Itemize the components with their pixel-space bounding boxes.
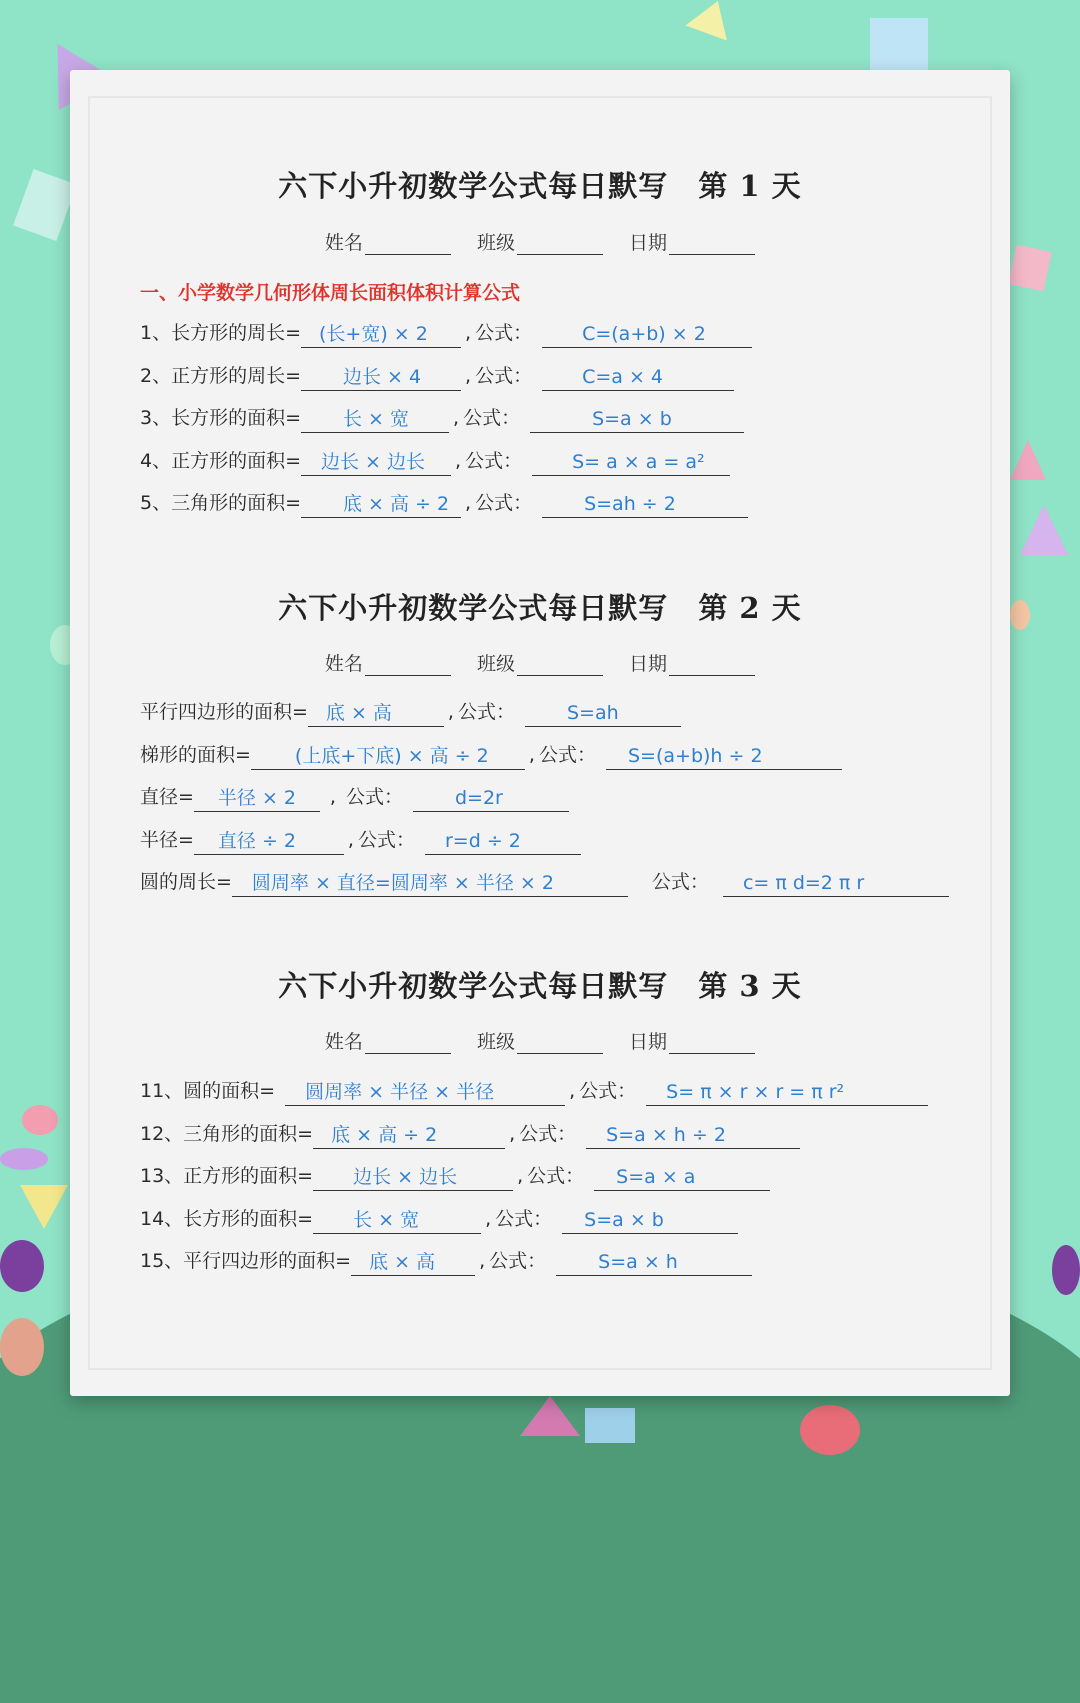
answer-blank[interactable]: 长 × 宽 [301, 405, 449, 433]
formula-row: 12、三角形的面积= 底 × 高 ÷ 2 , 公式： S=a × h ÷ 2 [140, 1119, 800, 1149]
formula-row: 半径= 直径 ÷ 2 , 公式： r=d ÷ 2 [140, 825, 581, 855]
date-field[interactable]: 日期 [629, 228, 755, 255]
worksheet-paper [70, 70, 1010, 1396]
date-field[interactable]: 日期 [629, 1027, 755, 1054]
formula-row: 4、正方形的面积= 边长 × 边长 , 公式： S= a × a = a² [140, 446, 730, 476]
decor-square-white [13, 169, 77, 241]
day2-info-row [70, 649, 1010, 676]
formula-row: 5、三角形的面积= 底 × 高 ÷ 2 , 公式： S=ah ÷ 2 [140, 488, 748, 518]
formula-blank[interactable]: C=(a+b) × 2 [542, 320, 752, 348]
answer-blank[interactable]: 边长 × 4 [301, 363, 461, 391]
decor-triangle-yellow-low [20, 1185, 68, 1229]
answer-blank[interactable]: (上底+下底) × 高 ÷ 2 [251, 742, 525, 770]
decor-circle-violet [0, 1240, 44, 1292]
day1-day-label: 第 1 天 [698, 169, 802, 203]
answer-blank[interactable]: 边长 × 边长 [313, 1163, 513, 1191]
name-field[interactable]: 姓名 [325, 228, 451, 255]
name-field[interactable]: 姓名 [325, 649, 451, 676]
formula-blank[interactable]: d=2r [413, 784, 569, 812]
decor-circle-violet-right [1052, 1245, 1080, 1295]
answer-blank[interactable]: 底 × 高 [351, 1248, 475, 1276]
decor-circle-pink [22, 1105, 58, 1135]
answer-blank[interactable]: 半径 × 2 [194, 784, 320, 812]
day2-title [70, 586, 1010, 627]
formula-row: 圆的周长= 圆周率 × 直径=圆周率 × 半径 × 2 公式： c= π d=2 π r [140, 867, 949, 897]
formula-blank[interactable]: r=d ÷ 2 [425, 827, 581, 855]
formula-blank[interactable]: S= π × r × r = π r² [646, 1078, 928, 1106]
formula-blank[interactable]: S=a × h [556, 1248, 752, 1276]
answer-blank[interactable]: 边长 × 边长 [301, 448, 451, 476]
day3-title-text: 六下小升初数学公式每日默写 [278, 969, 669, 1003]
formula-blank[interactable]: C=a × 4 [542, 363, 734, 391]
answer-blank[interactable]: 圆周率 × 直径=圆周率 × 半径 × 2 [232, 869, 628, 897]
formula-row: 13、正方形的面积= 边长 × 边长 , 公式： S=a × a [140, 1161, 770, 1191]
formula-row: 2、正方形的周长= 边长 × 4 , 公式： C=a × 4 [140, 361, 734, 391]
day1-info-row [70, 228, 1010, 255]
day1-title [70, 164, 1010, 205]
answer-blank[interactable]: 直径 ÷ 2 [194, 827, 344, 855]
formula-row: 3、长方形的面积= 长 × 宽 , 公式： S=a × b [140, 403, 744, 433]
answer-blank[interactable]: 底 × 高 ÷ 2 [301, 490, 461, 518]
answer-blank[interactable]: 底 × 高 [308, 699, 444, 727]
formula-blank[interactable]: S=ah [525, 699, 681, 727]
answer-blank[interactable]: 底 × 高 ÷ 2 [313, 1121, 505, 1149]
formula-blank[interactable]: S=a × a [594, 1163, 770, 1191]
formula-row: 14、长方形的面积= 长 × 宽 , 公式： S=a × b [140, 1204, 738, 1234]
decor-triangle-lilac [1020, 505, 1068, 555]
decor-circle-peach [0, 1318, 44, 1376]
decor-circle-orange [1010, 600, 1030, 630]
section-heading: 一、小学数学几何形体周长面积体积计算公式 [140, 282, 521, 304]
formula-row: 平行四边形的面积= 底 × 高 , 公式： S=ah [140, 697, 681, 727]
formula-row: 15、平行四边形的面积= 底 × 高 , 公式： S=a × h [140, 1246, 752, 1276]
formula-blank[interactable]: S=a × h ÷ 2 [586, 1121, 800, 1149]
decor-circle-red [800, 1405, 860, 1455]
decor-ellipse-purple [0, 1148, 48, 1170]
formula-blank[interactable]: c= π d=2 π r [723, 869, 949, 897]
class-field[interactable]: 班级 [477, 228, 603, 255]
decor-square-blue [870, 18, 928, 70]
day2-day-label: 第 2 天 [698, 591, 802, 625]
day3-day-label: 第 3 天 [698, 969, 802, 1003]
day3-info-row [70, 1027, 1010, 1054]
answer-blank[interactable]: 圆周率 × 半径 × 半径 [285, 1078, 565, 1106]
decor-triangle-rose [520, 1396, 580, 1436]
day2-title-text: 六下小升初数学公式每日默写 [278, 591, 669, 625]
day3-title [70, 964, 1010, 1005]
name-field[interactable]: 姓名 [325, 1027, 451, 1054]
decor-triangle-yellow [686, 0, 739, 40]
formula-blank[interactable]: S= a × a = a² [532, 448, 730, 476]
formula-blank[interactable]: S=a × b [530, 405, 744, 433]
date-field[interactable]: 日期 [629, 649, 755, 676]
class-field[interactable]: 班级 [477, 1027, 603, 1054]
answer-blank[interactable]: 长 × 宽 [313, 1206, 481, 1234]
formula-blank[interactable]: S=ah ÷ 2 [542, 490, 748, 518]
decor-square-pink [1008, 245, 1052, 292]
decor-square-sky [585, 1408, 635, 1443]
formula-blank[interactable]: S=a × b [562, 1206, 738, 1234]
formula-blank[interactable]: S=(a+b)h ÷ 2 [606, 742, 842, 770]
decor-triangle-pink [1010, 440, 1046, 480]
class-field[interactable]: 班级 [477, 649, 603, 676]
formula-row: 梯形的面积= (上底+下底) × 高 ÷ 2 , 公式： S=(a+b)h ÷ 2 [140, 740, 842, 770]
formula-row: 1、长方形的周长= (长+宽) × 2 , 公式： C=(a+b) × 2 [140, 318, 752, 348]
day1-title-text: 六下小升初数学公式每日默写 [278, 169, 669, 203]
formula-row: 11、圆的面积= 圆周率 × 半径 × 半径 , 公式： S= π × r × r = π r² [140, 1076, 928, 1106]
answer-blank[interactable]: (长+宽) × 2 [301, 320, 461, 348]
formula-row: 直径= 半径 × 2 , 公式： d=2r [140, 782, 569, 812]
